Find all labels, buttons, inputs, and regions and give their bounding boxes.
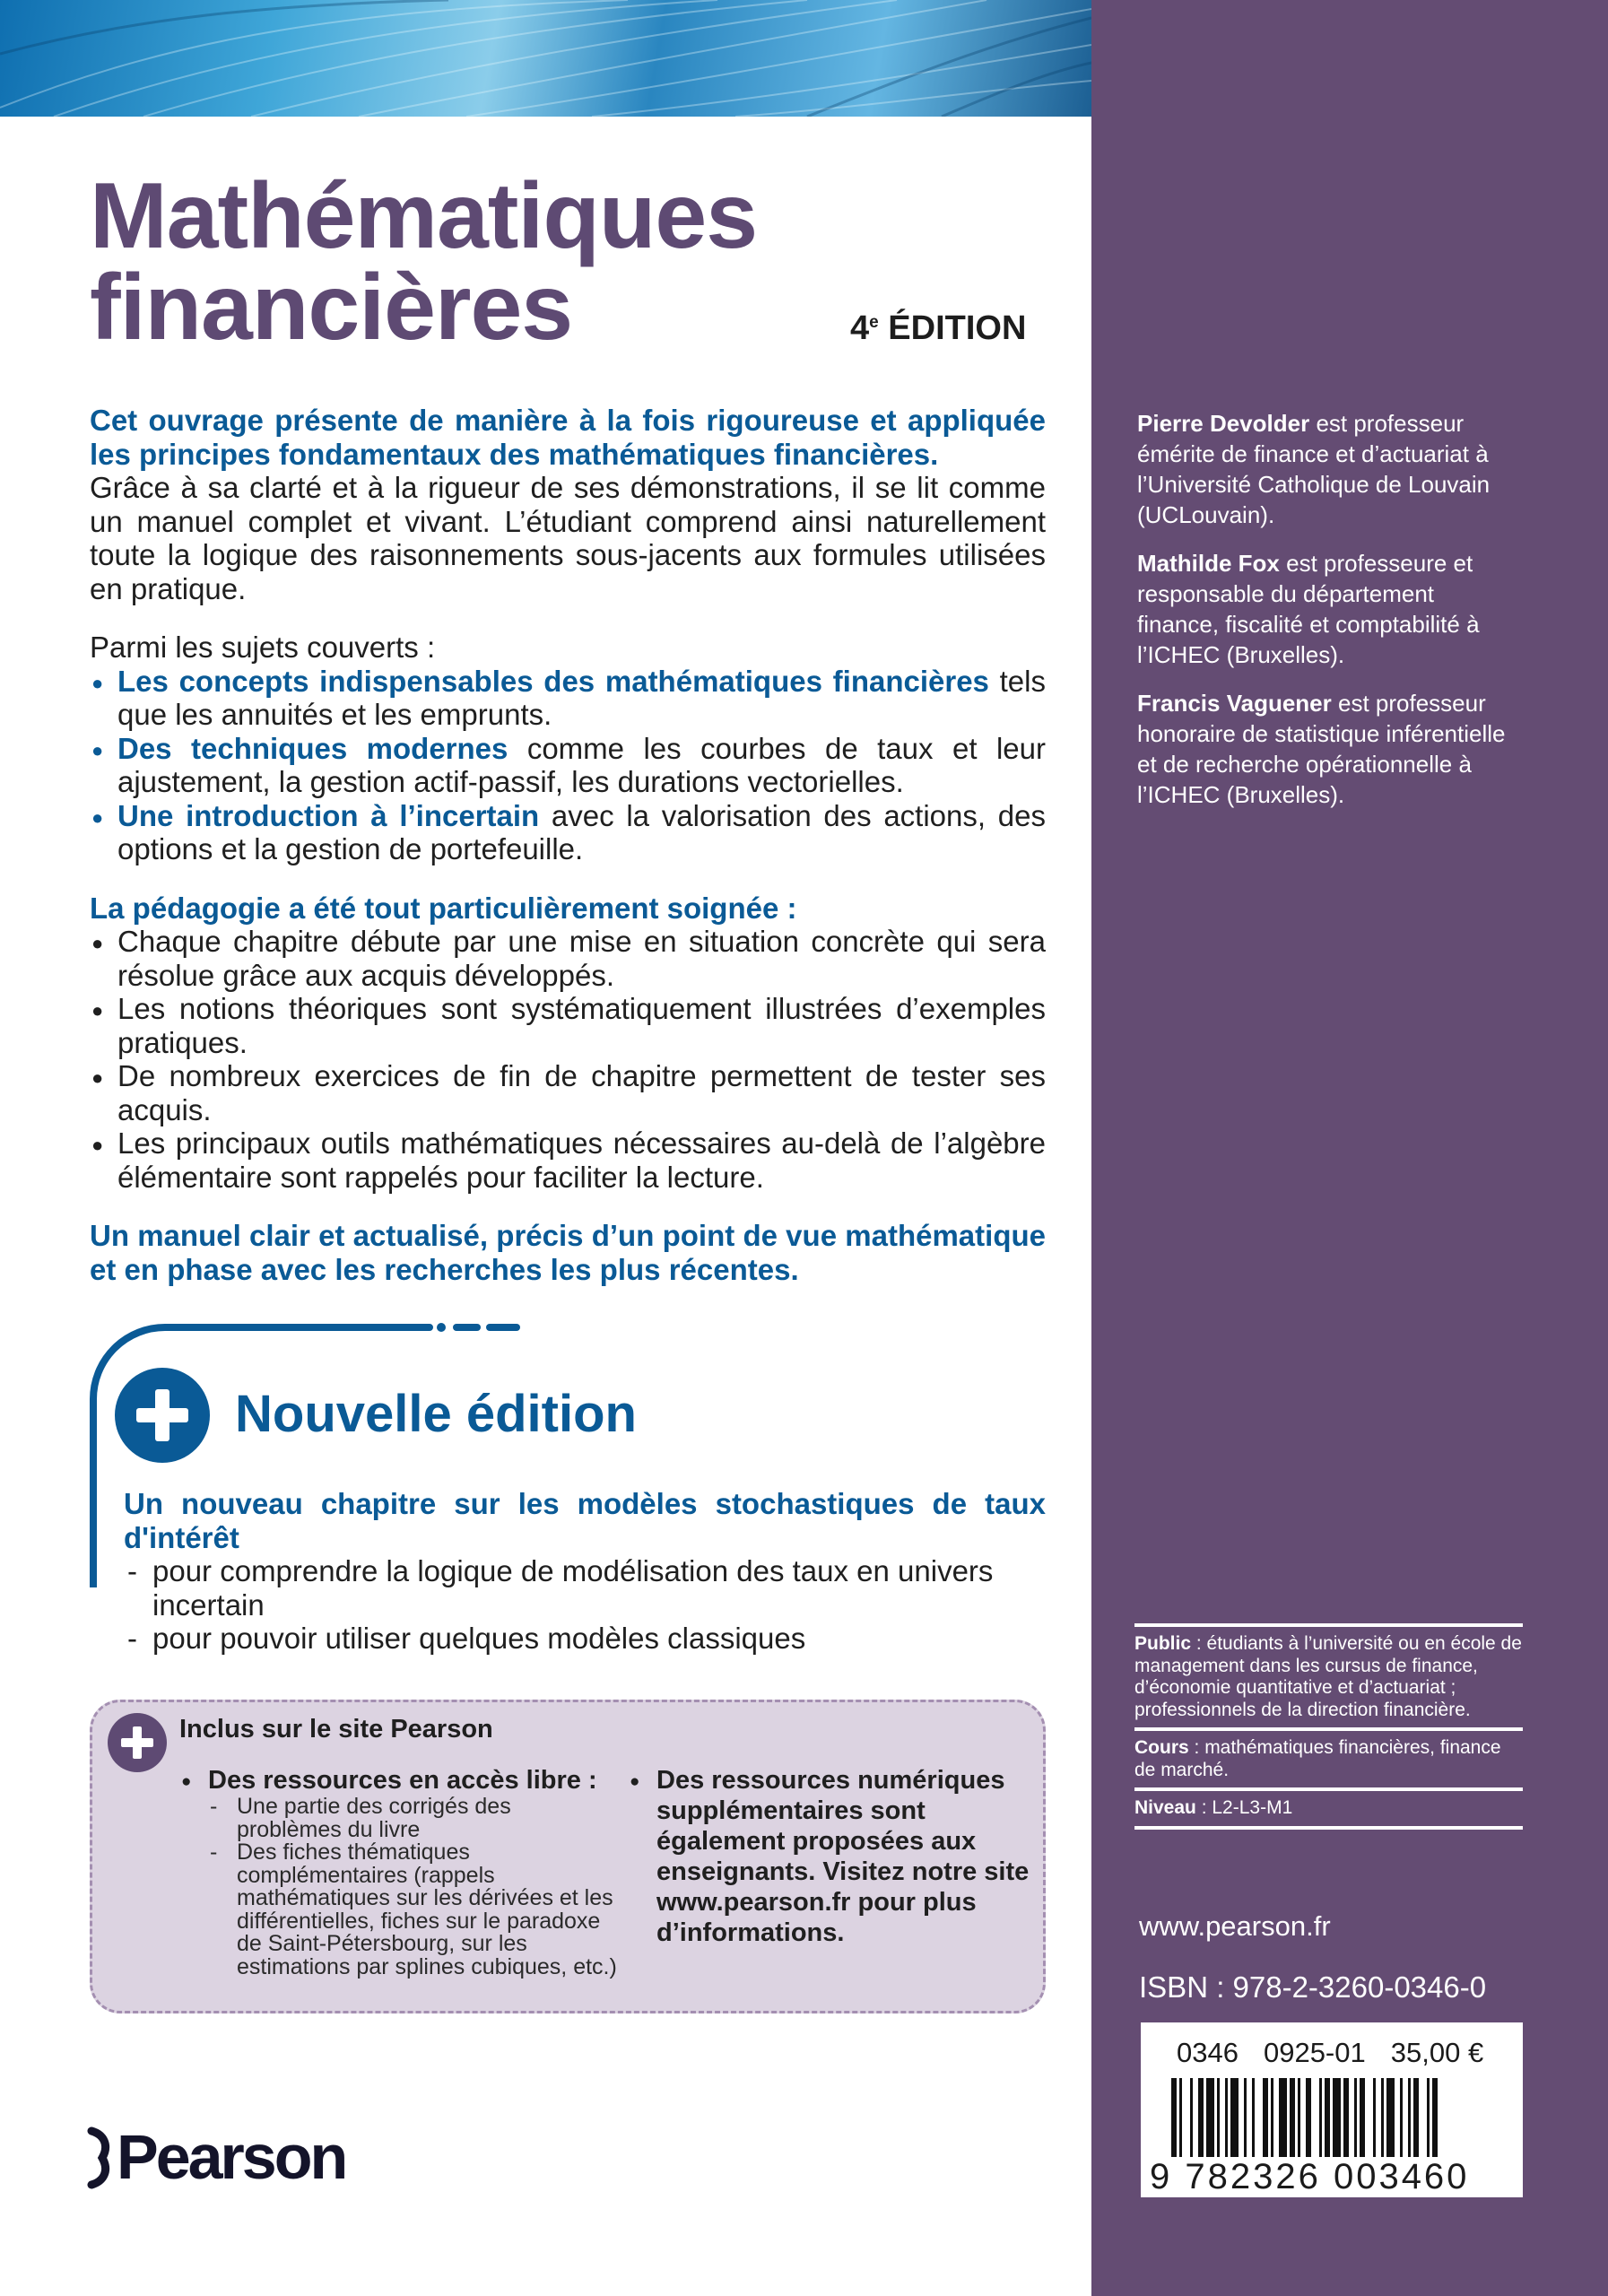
free-resources-heading: ● Des ressources en accès libre : xyxy=(179,1765,619,1796)
pearson-logo-mark-icon xyxy=(86,2126,113,2190)
teacher-resources-column xyxy=(628,1765,1040,1948)
list-item: - Des fiches thématiques complémentaires (rappels mathématiques sur les dérivées et les différentielles, fiches sur le paradoxe de Saint-Pétersbourg, sur les estimations par splines cubiques, etc.) xyxy=(208,1841,619,1979)
divider xyxy=(1134,1826,1523,1830)
edition-superscript: e xyxy=(869,313,879,332)
list-item: ● Les notions théoriques sont systématiquement illustrées d’exemples pratiques. xyxy=(90,992,1046,1059)
new-edition-list xyxy=(124,1554,1046,1656)
pedagogy-list xyxy=(90,925,1046,1194)
topic-strong: Les concepts indispensables des mathématiques financières xyxy=(117,664,989,698)
public-text: : étudiants à l’université ou en école de management dans les cursus de finance, d’économie quantitative et d’actuariat ; professionnels de la direction financière. xyxy=(1134,1633,1522,1720)
cours-label: Cours xyxy=(1134,1737,1189,1758)
intro-lead: Cet ouvrage présente de manière à la fois rigoureuse et appliquée les principes fondamentaux des mathématiques financières. xyxy=(90,404,1046,471)
list-item xyxy=(90,665,1046,732)
author-name: Francis Vaguener xyxy=(1137,690,1332,717)
list-item: ● De nombreux exercices de fin de chapitre permettent de tester ses acquis. xyxy=(90,1059,1046,1126)
list-item: - pour pouvoir utiliser quelques modèles classiques xyxy=(124,1622,1046,1656)
intro-body: Grâce à sa clarté et à la rigueur de ses démonstrations, il se lit comme un manuel complet et vivant. L’étudiant comprend ainsi naturellement toute la logique des raisonnements sous-jacents aux formules utilisées en pratique. xyxy=(90,471,1046,605)
topics-list xyxy=(90,665,1046,866)
pedagogy-heading: La pédagogie a été tout particulièrement soignée : xyxy=(90,891,797,925)
author-entry xyxy=(1137,408,1514,530)
niveau-text: : L2-L3-M1 xyxy=(1195,1797,1293,1818)
book-title xyxy=(90,164,758,360)
audience-public xyxy=(1134,1627,1523,1727)
barcode-price: 35,00 € xyxy=(1390,2037,1484,2068)
list-item: ● Les principaux outils mathématiques nécessaires au-delà de l’algèbre élémentaire sont rappelés pour faciliter la lecture. xyxy=(90,1126,1046,1194)
pearson-box-title: Inclus sur le site Pearson xyxy=(179,1715,493,1744)
topic-strong: Des techniques modernes xyxy=(117,731,508,765)
right-sidebar xyxy=(1091,0,1608,2296)
main-description xyxy=(90,404,1046,1286)
author-entry xyxy=(1137,548,1514,670)
audience-cours xyxy=(1134,1731,1523,1787)
closing-statement: Un manuel clair et actualisé, précis d’un point de vue mathématique et en phase avec les recherches les plus récentes. xyxy=(90,1219,1046,1286)
barcode-digits: 9 782326 003460 xyxy=(1150,2157,1470,2196)
author-bio: est professeure et responsable du département finance, fiscalité et comptabilité à l’ICHEC (Bruxelles). xyxy=(1137,550,1480,668)
cours-text: : mathématiques financières, finance de marché. xyxy=(1134,1737,1501,1780)
audience-niveau xyxy=(1134,1791,1523,1826)
public-label: Public xyxy=(1134,1633,1192,1654)
author-name: Mathilde Fox xyxy=(1137,550,1280,577)
website-url: www.pearson.fr xyxy=(1139,1910,1331,1942)
barcode-codes xyxy=(1177,2037,1508,2069)
topic-rest: comme les courbes de taux et leur ajustement, la gestion actif-passif, les durations vectorielles. xyxy=(117,731,1046,798)
list-item xyxy=(90,799,1046,866)
audience-info xyxy=(1134,1623,1523,1830)
edition-word: ÉDITION xyxy=(888,309,1027,347)
topic-strong: Une introduction à l’incertain xyxy=(117,798,540,832)
topics-heading: Parmi les sujets couverts : xyxy=(90,631,436,664)
free-resources-column xyxy=(179,1765,619,1979)
teacher-resources-text: ● Des ressources numériques supplémentaires sont également proposées aux enseignants. Visitez notre site www.pearson.fr pour plus d’informations. xyxy=(628,1765,1040,1948)
author-name: Pierre Devolder xyxy=(1137,410,1310,437)
author-bio: est professeur émérite de finance et d’actuariat à l’Université Catholique de Louvain (UCLouvain). xyxy=(1137,410,1491,528)
list-item: - Une partie des corrigés des problèmes du livre xyxy=(208,1796,619,1841)
title-line-2: financières xyxy=(90,256,573,360)
new-edition-title: Nouvelle édition xyxy=(235,1385,637,1443)
list-item xyxy=(90,732,1046,799)
author-bio: est professeur honoraire de statistique inférentielle et de recherche opérationnelle à l’ICHEC (Bruxelles). xyxy=(1137,690,1506,808)
author-entry xyxy=(1137,688,1514,810)
plus-icon xyxy=(108,1713,167,1772)
barcode-panel xyxy=(1141,2022,1523,2197)
authors-block xyxy=(1137,408,1514,828)
edition-number: 4 xyxy=(850,309,870,347)
list-item: - pour comprendre la logique de modélisation des taux en univers incertain xyxy=(124,1554,1046,1622)
topic-rest: tels que les annuités et les emprunts. xyxy=(117,664,1046,731)
free-resources-list xyxy=(179,1796,619,1979)
new-edition-lead: Un nouveau chapitre sur les modèles stochastiques de taux d'intérêt xyxy=(124,1487,1046,1554)
feather-header-image xyxy=(0,0,1091,117)
barcode-code-2: 0925-01 xyxy=(1263,2037,1366,2068)
barcode-bars xyxy=(1171,2078,1494,2157)
barcode-code-1: 0346 xyxy=(1177,2037,1239,2068)
niveau-label: Niveau xyxy=(1134,1797,1196,1818)
topic-rest: avec la valorisation des actions, des options et la gestion de portefeuille. xyxy=(117,798,1046,865)
isbn: ISBN : 978-2-3260-0346-0 xyxy=(1139,1970,1487,2004)
edition-label xyxy=(850,309,1026,348)
list-item: ● Chaque chapitre débute par une mise en situation concrète qui sera résolue grâce aux acquis développés. xyxy=(90,925,1046,992)
pearson-logo: Pearson xyxy=(117,2122,346,2192)
plus-icon xyxy=(115,1368,210,1463)
title-line-1: Mathématiques xyxy=(90,164,758,268)
new-edition-body xyxy=(124,1487,1046,1656)
